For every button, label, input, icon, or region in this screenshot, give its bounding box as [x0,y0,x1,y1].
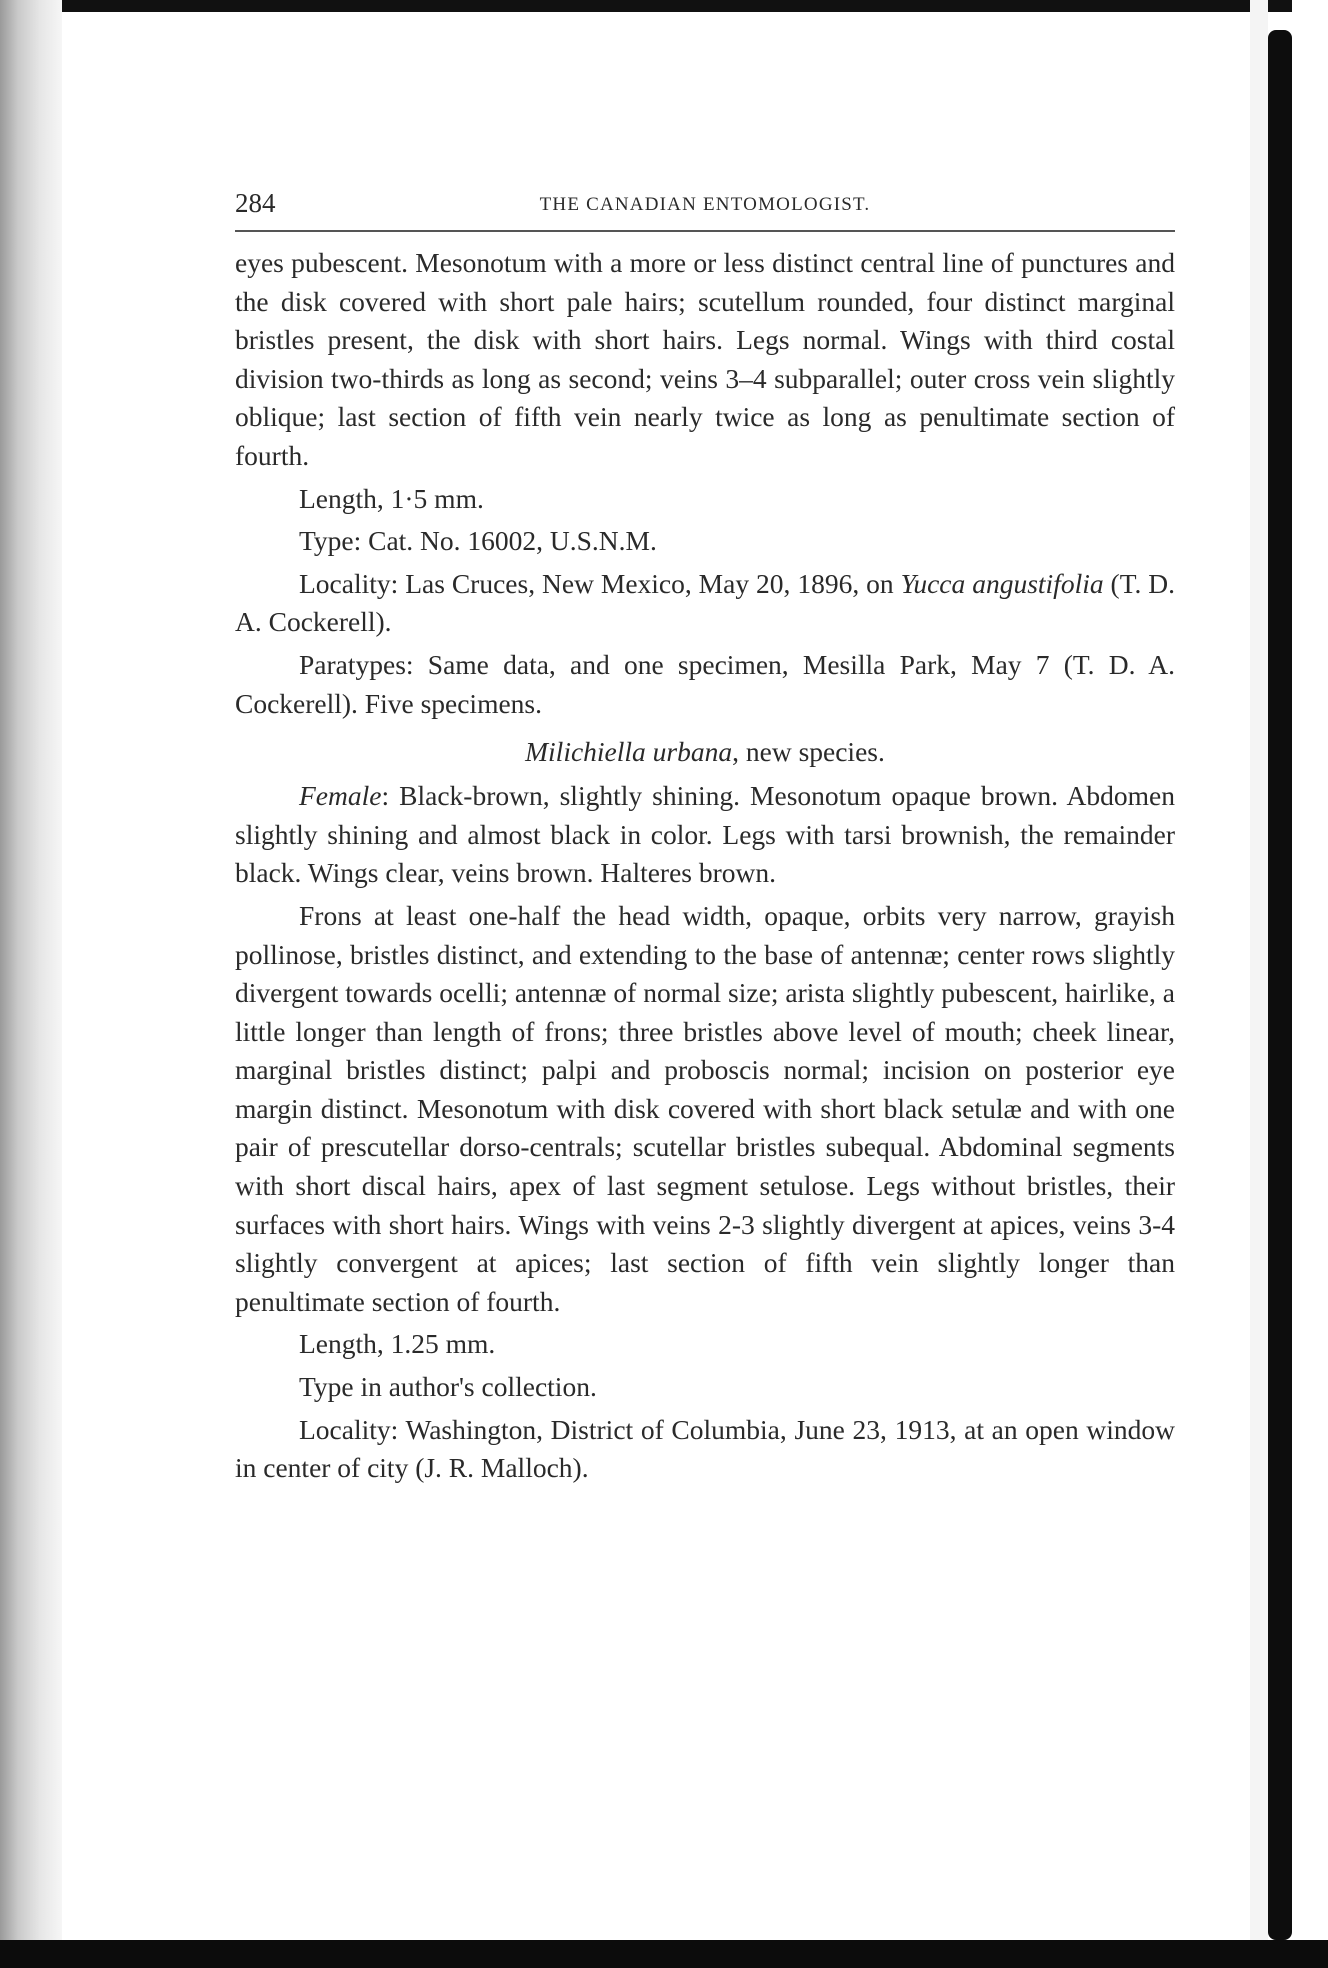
female-label: Female [299,780,382,812]
locality-paragraph-1 [235,565,1175,642]
scan-margin-right [1250,0,1268,1968]
scan-book-edge [1268,30,1292,1940]
scan-border-top [0,0,1328,12]
female-description: : Black-brown, slightly shining. Mesonotum opaque brown. Abdomen slightly shining and almost black in color. Legs with tarsi brownish, the remainder black. Wings clear, veins brown. Halteres brown. [235,780,1175,889]
paratypes-paragraph: Paratypes: Same data, and one specimen, Mesilla Park, May 7 (T. D. A. Cockerell). Five specimens. [235,648,1175,719]
description-paragraph: Frons at least one-half the head width, opaque, orbits very narrow, grayish pollinose, bristles distinct, and extending to the base of antennæ; center rows slightly divergent towards ocelli; antennæ of normal size; arista slightly pubescent, hairlike, a little longer than length of frons; three bristles above level of mouth; cheek linear, marginal bristles distinct; palpi and proboscis normal; incision on posterior eye margin distinct. Mesonotum with disk covered with short black setulæ and with one pair of prescutellar dorso-centrals; scutellar bristles subequal. Abdominal segments with short discal hairs, apex of last segment setulose. Legs without bristles, their surfaces with short hairs. Wings with veins 2-3 slightly divergent at apices, veins 3-4 slightly convergent at apices; last section of fifth vein slightly longer than penultimate section of fourth. [235,899,1175,1317]
scan-gutter-left [0,0,62,1968]
species-suffix: , new species. [732,736,885,768]
running-title: THE CANADIAN ENTOMOLOGIST. [539,194,871,215]
paragraph-continued: eyes pubescent. Mesonotum with a more or less distinct central line of punctures and the disk covered with short pale hairs; scutellum rounded, four distinct marginal bristles present, the disk with short hairs. Legs normal. Wings with third costal division two-thirds as long as second; veins 3–4 subparallel; outer cross vein slightly oblique; last section of fifth vein nearly twice as long as penultimate section of fourth. [235,247,1175,471]
scan-border-bottom [0,1940,1328,1968]
female-paragraph [235,777,1175,893]
species-name: Milichiella urbana [525,736,733,768]
locality-1-species: Yucca angustifolia [900,567,1104,599]
page-number: 284 [235,188,276,218]
length-line-1: Length, 1·5 mm. [299,482,484,514]
locality-1-text: Locality: Las Cruces, New Mexico, May 20, 1896, on [299,567,901,599]
locality-1-collector: (T. D. A. Cockerell). [235,567,1175,638]
page-content [235,180,1175,1488]
length-line-2: Length, 1.25 mm. [299,1328,496,1360]
species-heading [235,733,1175,771]
header-rule [235,230,1175,232]
scan-edge-right [1292,0,1328,1968]
type-line-1: Type: Cat. No. 16002, U.S.N.M. [299,525,657,557]
locality-paragraph-2: Locality: Washington, District of Columbia, June 23, 1913, at an open window in center of city (J. R. Malloch). [235,1413,1175,1484]
type-line-2: Type in author's collection. [299,1371,597,1403]
running-head [235,180,1175,226]
